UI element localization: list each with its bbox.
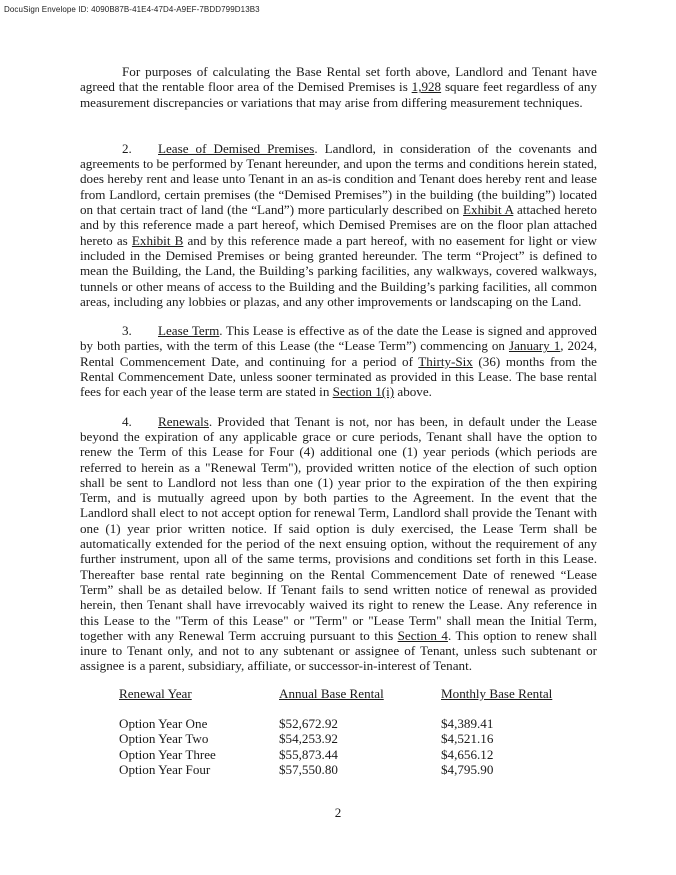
renewal-rent-table: [119, 686, 597, 777]
exhibit-b-reference: Exhibit B: [131, 232, 184, 248]
column-header: Monthly Base Rental: [441, 685, 553, 701]
section-2-lease-of-demised-premises: 2. Lease of Demised Premises. Landlord, in consideration of the covenants and agreements to be performed by Tenant hereunder, and upon the terms and conditions herein stated, does hereby rent and lease unto Tenant in an as-is condition and Tenant does hereby rent and lease from Landlord, certain premises (the “Demised Premises”) in the building (the building”) located on that certain tract of land (the “Land”) more particularly described on Exhibit A attached hereto and by this reference made a part hereof, which Demised Premises are on the floor plan attached hereto as Exhibit B and by this reference made a part hereof, with no easement for light or view included in the Demised Premises or being granted hereunder. The term “Project” is defined to mean the Building, the Land, the Building’s parking facilities, any walkways, covered walkways, tunnels or other means of access to the Building and the Building’s parking facilities, all common areas, including any lobbies or plazas, and any other improvements or landscaping on the Land.: [80, 140, 597, 309]
annual-rent-cell: $57,550.80: [279, 761, 338, 777]
section-heading: Lease of Demised Premises: [158, 140, 315, 156]
commencement-date: January 1: [508, 338, 561, 354]
section-4-renewals: 4. Renewals. Provided that Tenant is not, nor has been, in default under the Lease beyond the expiration of any applicable grace or cure periods, Tenant shall have the option to renew the Term of this Lease for Four (4) additional one (1) year periods (which periods are referred to herein as a "Renewal Term"), provided written notice of the election of such option shall be sent to Landlord not less than one (1) year prior to the expiration of the then expiring Term, and is mutually agreed upon by both parties to the Agreement. In the event that the Landlord shall elect to not accept option for renewal Term, Landlord shall provide the Tenant with one (1) year prior written notice. If said option is duly exercised, the Lease Term shall be automatically extended for the period of the next ensuing option, without the requirement of any further instrument, upon all of the same terms, provisions and conditions set forth in this Lease. Thereafter base rental rate beginning on the Rental Commencement Date of renewed “Lease Term” shall be as detailed below. If Tenant fails to send written notice of renewal as provided herein, then Tenant shall have irrevocably waived its right to renew the Lease. Any reference in this Lease to the "Term of this Lease" or "Term" or "Lease Term" shall mean the Initial Term, together with any Renewal Term accruing pursuant to this Section 4. This option to renew shall inure to Tenant only, and not to any subtenant or assignee of Tenant, unless such subtenant or assignee is a parent, subsidiary, affiliate, or successor-in-interest of Tenant.: [80, 413, 597, 674]
section-number: 2.: [122, 140, 132, 156]
monthly-rent-cell: $4,521.16: [441, 731, 494, 747]
annual-rent-cell: $54,253.92: [279, 731, 338, 747]
table-row: [119, 762, 597, 777]
column-header: Annual Base Rental: [279, 685, 384, 701]
exhibit-a-reference: Exhibit A: [463, 202, 514, 218]
annual-rent-cell: $55,873.44: [279, 746, 338, 762]
paragraph-floor-area: For purposes of calculating the Base Rental set forth above, Landlord and Tenant have agreed that the rentable floor area of the Demised Premises is 1,928 square feet regardless of any measurement discrepancies or variations that may arise from differing measurement techniques.: [80, 64, 597, 110]
section-4-reference: Section 4: [397, 627, 448, 643]
monthly-rent-cell: $4,795.90: [441, 761, 494, 777]
section-heading: Renewals: [158, 413, 209, 429]
section-1i-reference: Section 1(i): [332, 384, 395, 400]
section-number: 3.: [122, 323, 132, 339]
renewal-year-cell: Option Year Two: [119, 731, 209, 747]
renewal-year-cell: Option Year One: [119, 715, 208, 731]
page-number: 2: [334, 805, 342, 820]
monthly-rent-cell: $4,656.12: [441, 746, 494, 762]
column-header: Renewal Year: [119, 685, 192, 701]
monthly-rent-cell: $4,389.41: [441, 715, 494, 731]
table-row: [119, 716, 597, 731]
section-number: 4.: [122, 413, 132, 429]
lease-period: Thirty-Six: [418, 353, 473, 369]
annual-rent-cell: $52,672.92: [279, 715, 338, 731]
renewal-year-cell: Option Year Four: [119, 761, 211, 777]
docusign-envelope-id: DocuSign Envelope ID: 4090B87B-41E4-47D4-A9EF-7BDD799D13B3: [4, 5, 260, 14]
document-body: [80, 64, 597, 777]
table-row: [119, 747, 597, 762]
table-row: [119, 731, 597, 746]
table-header-row: [119, 686, 597, 701]
section-3-lease-term: 3. Lease Term. This Lease is effective as of the date the Lease is signed and approved by both parties, with the term of this Lease (the “Lease Term”) commencing on January 1, 2024, Rental Commencement Date, and continuing for a period of Thirty-Six (36) months from the Rental Commencement Date, unless sooner terminated as provided in this Lease. The base rental fees for each year of the lease term are stated in Section 1(i) above.: [80, 323, 598, 400]
square-feet-value: 1,928: [411, 79, 442, 95]
renewal-year-cell: Option Year Three: [119, 746, 216, 762]
section-heading: Lease Term: [158, 323, 220, 339]
